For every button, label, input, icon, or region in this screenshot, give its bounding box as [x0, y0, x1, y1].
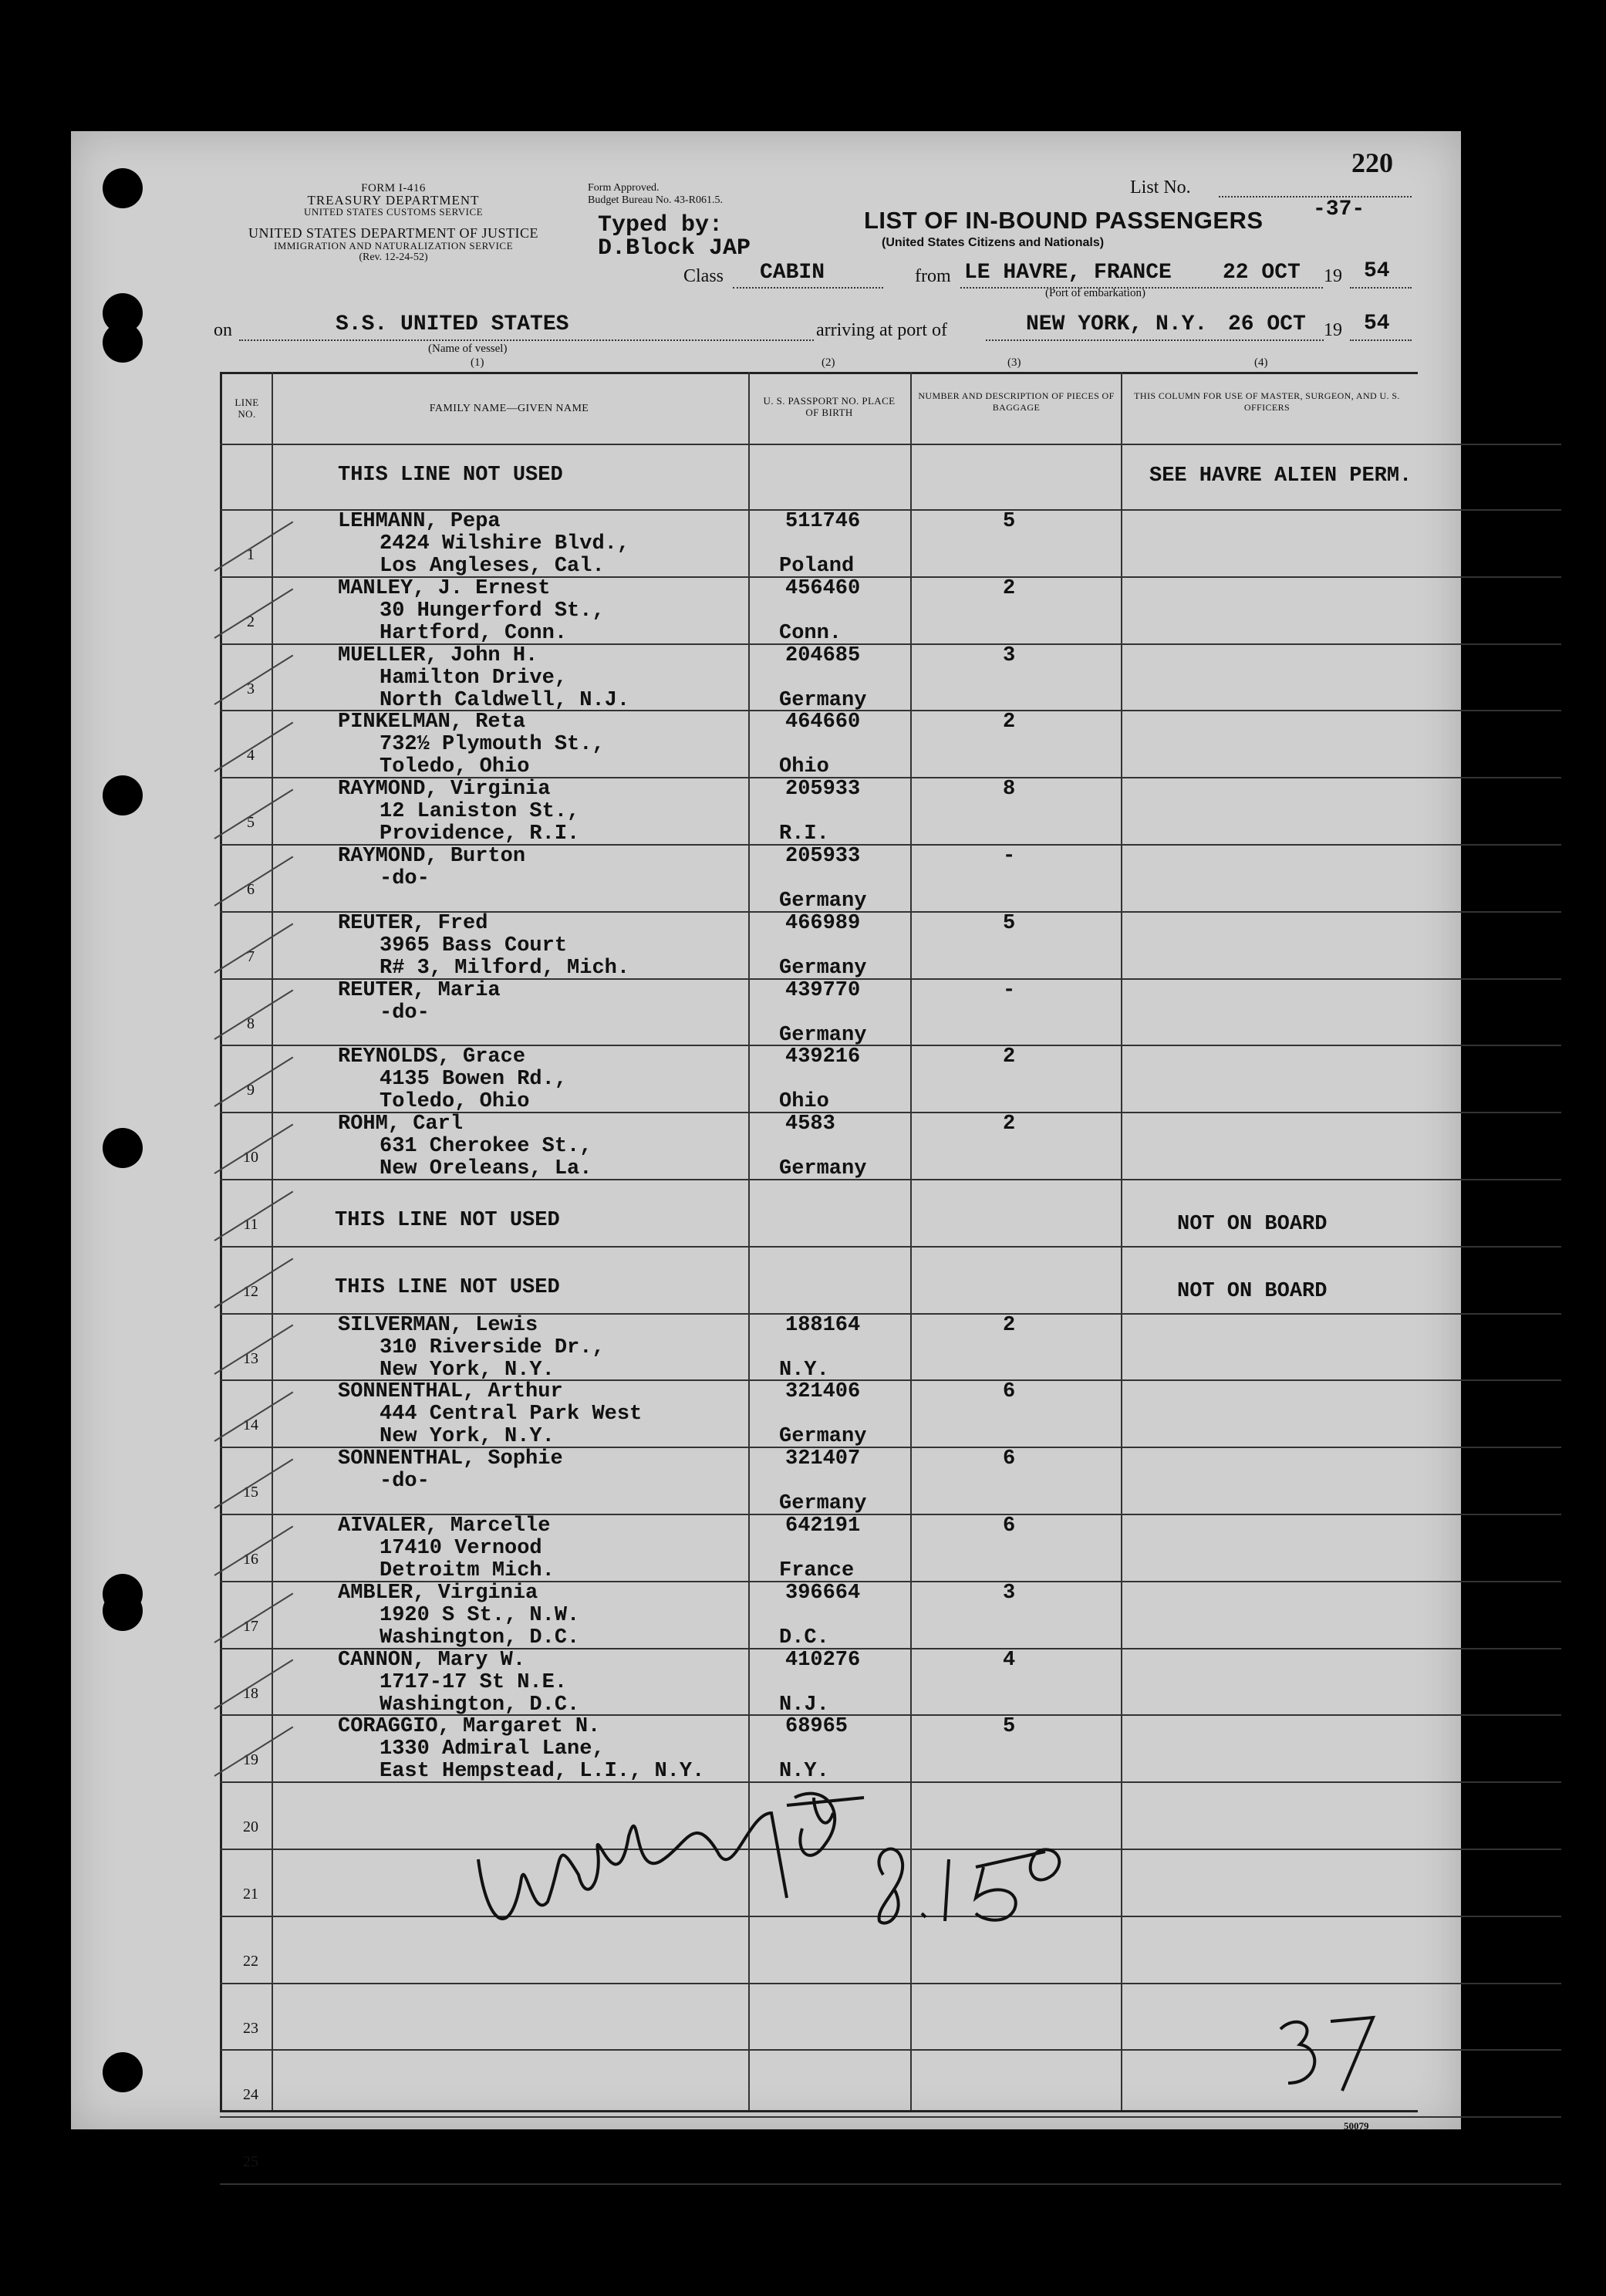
passenger-address: 310 Riverside Dr.,: [380, 1335, 605, 1359]
handwritten-note: [860, 1821, 1076, 1929]
budget-bureau: Budget Bureau No. 43-R061.5.: [588, 194, 723, 206]
place-of-birth: N.Y.: [779, 1760, 829, 1784]
col-passport: U. S. PASSPORT NO. PLACE OF BIRTH: [763, 395, 896, 418]
passenger-name: REYNOLDS, Grace: [338, 1045, 526, 1069]
passenger-address: Washington, D.C.: [380, 1626, 580, 1649]
vessel-name: S.S. UNITED STATES: [336, 312, 569, 336]
line-number: 25: [243, 2153, 258, 2171]
passenger-address: Providence, R.I.: [380, 822, 580, 846]
line-number: 11: [243, 1216, 258, 1233]
line-number: 6: [247, 881, 255, 898]
line-number: 9: [247, 1082, 255, 1099]
passenger-name: THIS LINE NOT USED: [335, 1275, 560, 1299]
passenger-address: 30 Hungerford St.,: [380, 599, 605, 623]
passport-number: 456460: [785, 576, 861, 600]
place-of-birth: Germany: [779, 1492, 867, 1516]
line-number: 3: [247, 680, 255, 697]
punch-hole: [103, 1591, 143, 1631]
punch-hole: [103, 1128, 143, 1168]
arrival-date: 26 OCT: [1228, 312, 1306, 336]
passenger-name: RAYMOND, Virginia: [338, 778, 551, 802]
line-number: 1: [247, 546, 255, 563]
place-of-birth: Germany: [779, 1157, 867, 1181]
passenger-address: Washington, D.C.: [380, 1693, 580, 1717]
from-label: from: [915, 266, 951, 286]
passenger-address: Hamilton Drive,: [380, 666, 568, 690]
line-number: 15: [243, 1484, 258, 1501]
col-line-no: LINE NO.: [234, 397, 259, 420]
passport-number: 68965: [785, 1715, 849, 1739]
passenger-address: 444 Central Park West: [380, 1403, 643, 1427]
passport-number: 205933: [785, 845, 861, 868]
passport-number: 642191: [785, 1514, 861, 1538]
passenger-address: 17410 Vernood: [380, 1537, 542, 1560]
baggage-count: 3: [1003, 643, 1016, 667]
passenger-name: CORAGGIO, Margaret N.: [338, 1715, 601, 1739]
line-number: 12: [243, 1282, 258, 1300]
pre-line-remark: SEE HAVRE ALIEN PERM.: [1149, 464, 1412, 488]
punch-hole: [103, 2052, 143, 2092]
line-number: 10: [243, 1149, 258, 1167]
class-label: Class: [683, 266, 724, 286]
handwritten-page-mark: [1265, 2006, 1381, 2098]
passport-number: 439216: [785, 1045, 861, 1069]
passport-number: 321406: [785, 1380, 861, 1404]
passenger-name: REUTER, Fred: [338, 911, 488, 935]
line-number: 16: [243, 1551, 258, 1568]
col-marker-1: (1): [471, 356, 484, 369]
passenger-name: RAYMOND, Burton: [338, 845, 526, 868]
line-number: 8: [247, 1015, 255, 1032]
passenger-address: Detroitm Mich.: [380, 1559, 555, 1582]
ins: IMMIGRATION AND NATURALIZATION SERVICE: [273, 240, 514, 252]
place-of-birth: Germany: [779, 688, 867, 712]
line-number: 5: [247, 814, 255, 832]
passport-number: 321407: [785, 1447, 861, 1471]
passenger-name: AIVALER, Marcelle: [338, 1514, 551, 1538]
passenger-address: 4135 Bowen Rd.,: [380, 1068, 568, 1092]
passenger-name: AMBLER, Virginia: [338, 1581, 538, 1605]
col-baggage: NUMBER AND DESCRIPTION OF PIECES OF BAGGAGE: [918, 390, 1115, 413]
punch-hole: [103, 168, 143, 208]
port-embark-caption: (Port of embarkation): [1045, 287, 1145, 299]
passenger-address: 732½ Plymouth St.,: [380, 733, 605, 757]
col-marker-2: (2): [822, 356, 835, 369]
place-of-birth: Poland: [779, 555, 855, 578]
baggage-count: 6: [1003, 1514, 1016, 1538]
passenger-address: 12 Laniston St.,: [380, 800, 580, 824]
revision: (Rev. 12-24-52): [359, 252, 428, 263]
passenger-name: MUELLER, John H.: [338, 643, 538, 667]
baggage-count: -: [1003, 978, 1016, 1002]
passenger-name: LEHMANN, Pepa: [338, 510, 501, 533]
baggage-count: 2: [1003, 711, 1016, 734]
row-divider: [220, 2183, 1561, 2185]
officer-remark: NOT ON BOARD: [1177, 1213, 1328, 1236]
place-of-birth: France: [779, 1559, 855, 1582]
place-of-birth: Germany: [779, 956, 867, 980]
col-marker-3: (3): [1007, 356, 1021, 369]
typed-by-name: D.Block JAP: [598, 235, 751, 262]
col-officers: THIS COLUMN FOR USE OF MASTER, SURGEON, AND U. S. OFFICERS: [1134, 390, 1400, 413]
passenger-address: 1330 Admiral Lane,: [380, 1737, 605, 1761]
place-of-birth: Germany: [779, 1425, 867, 1449]
baggage-count: 2: [1003, 1045, 1016, 1069]
passport-number: 188164: [785, 1313, 861, 1337]
passenger-address: 1920 S St., N.W.: [380, 1603, 580, 1627]
customs-service: UNITED STATES CUSTOMS SERVICE: [303, 206, 484, 218]
col-marker-4: (4): [1254, 356, 1268, 369]
baggage-count: 5: [1003, 911, 1016, 935]
line-number: 13: [243, 1349, 258, 1367]
pre-line-text: THIS LINE NOT USED: [338, 464, 563, 487]
passport-number: 439770: [785, 978, 861, 1002]
form-approved: Form Approved.: [588, 182, 660, 194]
line-number: 24: [243, 2086, 258, 2104]
passenger-address: North Caldwell, N.J.: [380, 688, 630, 712]
immigration-officer-signature: [463, 1767, 895, 1944]
passport-number: 410276: [785, 1648, 861, 1672]
row-divider: [220, 1246, 1561, 1248]
passenger-name: SONNENTHAL, Arthur: [338, 1380, 563, 1404]
page-title: LIST OF IN-BOUND PASSENGERS: [864, 207, 1264, 234]
year-prefix: 19: [1324, 266, 1342, 286]
officer-remark: NOT ON BOARD: [1177, 1279, 1328, 1303]
passenger-address: 2424 Wilshire Blvd.,: [380, 532, 630, 555]
place-of-birth: Ohio: [779, 1090, 829, 1114]
place-of-birth: N.J.: [779, 1693, 829, 1717]
page-number: 220: [1351, 147, 1393, 178]
passenger-name: SILVERMAN, Lewis: [338, 1313, 538, 1337]
row-divider: [220, 1179, 1561, 1180]
punch-hole: [103, 322, 143, 363]
line-number: 19: [243, 1751, 258, 1769]
baggage-count: 2: [1003, 576, 1016, 600]
department-of-justice: UNITED STATES DEPARTMENT OF JUSTICE: [248, 225, 538, 241]
treasury-department: TREASURY DEPARTMENT: [307, 193, 480, 208]
passenger-address: -do-: [380, 1470, 430, 1494]
passenger-address: New York, N.Y.: [380, 1425, 555, 1449]
port-of-embarkation: LE HAVRE, FRANCE: [964, 261, 1172, 285]
vessel-caption: (Name of vessel): [428, 343, 508, 355]
baggage-count: 2: [1003, 1113, 1016, 1136]
class-value: CABIN: [760, 261, 825, 285]
passenger-address: Hartford, Conn.: [380, 621, 568, 645]
baggage-count: 6: [1003, 1447, 1016, 1471]
arriving-label: arriving at port of: [816, 320, 947, 340]
line-number: 17: [243, 1617, 258, 1635]
footer-code: 50079: [1344, 2120, 1369, 2132]
line-number: 14: [243, 1416, 258, 1434]
row-divider: [220, 1983, 1561, 1984]
passenger-address: 1717-17 St N.E.: [380, 1670, 568, 1694]
passenger-address: New Oreleans, La.: [380, 1157, 592, 1181]
baggage-count: 3: [1003, 1581, 1016, 1605]
baggage-count: 5: [1003, 1715, 1016, 1739]
place-of-birth: Ohio: [779, 755, 829, 779]
passport-number: 205933: [785, 778, 861, 802]
typed-by-label: Typed by:: [598, 212, 724, 238]
passenger-address: R# 3, Milford, Mich.: [380, 956, 630, 980]
baggage-count: 8: [1003, 778, 1016, 802]
line-number: 20: [243, 1818, 258, 1836]
place-of-birth: Conn.: [779, 621, 842, 645]
departure-date: 22 OCT: [1223, 261, 1301, 285]
passport-number: 511746: [785, 510, 861, 533]
passenger-name: SONNENTHAL, Sophie: [338, 1447, 563, 1471]
passenger-address: Los Angleses, Cal.: [380, 555, 605, 578]
col-name: FAMILY NAME—GIVEN NAME: [429, 403, 589, 414]
line-number: 7: [247, 947, 255, 965]
place-of-birth: Germany: [779, 1023, 867, 1047]
baggage-count: 5: [1003, 510, 1016, 533]
on-label: on: [214, 320, 232, 340]
place-of-birth: N.Y.: [779, 1358, 829, 1382]
punch-hole: [103, 775, 143, 815]
place-of-birth: Germany: [779, 890, 867, 913]
place-of-birth: D.C.: [779, 1626, 829, 1649]
passenger-name: PINKELMAN, Reta: [338, 711, 526, 734]
passport-number: 466989: [785, 911, 861, 935]
place-of-birth: R.I.: [779, 822, 829, 846]
list-no-label: List No.: [1130, 177, 1191, 198]
passenger-address: Toledo, Ohio: [380, 1090, 530, 1114]
line-number: 18: [243, 1684, 258, 1702]
passenger-address: 3965 Bass Court: [380, 934, 568, 957]
line-number: 21: [243, 1886, 258, 1903]
arrival-year-prefix: 19: [1324, 320, 1342, 340]
passenger-name: MANLEY, J. Ernest: [338, 576, 551, 600]
passenger-address: East Hempstead, L.I., N.Y.: [380, 1760, 705, 1784]
page-subtitle: (United States Citizens and Nationals): [882, 236, 1105, 249]
departure-year: 54: [1364, 259, 1390, 283]
line-number: 23: [243, 2019, 258, 2037]
passenger-address: New York, N.Y.: [380, 1358, 555, 1382]
baggage-count: -: [1003, 845, 1016, 868]
passenger-address: -do-: [380, 1001, 430, 1025]
row-divider: [220, 2116, 1561, 2118]
line-number: 22: [243, 1952, 258, 1970]
baggage-count: 2: [1003, 1313, 1016, 1337]
passenger-address: 631 Cherokee St.,: [380, 1135, 592, 1159]
passenger-name: ROHM, Carl: [338, 1113, 464, 1136]
passport-number: 204685: [785, 643, 861, 667]
passport-number: 4583: [785, 1113, 835, 1136]
passport-number: 464660: [785, 711, 861, 734]
arrival-port: NEW YORK, N.Y.: [1026, 312, 1208, 336]
passenger-name: REUTER, Maria: [338, 978, 501, 1002]
baggage-count: 4: [1003, 1648, 1016, 1672]
line-number: 4: [247, 747, 255, 765]
passport-number: 396664: [785, 1581, 861, 1605]
passenger-address: Toledo, Ohio: [380, 755, 530, 779]
passenger-name: THIS LINE NOT USED: [335, 1209, 560, 1232]
arrival-year: 54: [1364, 312, 1390, 336]
line-number: 2: [247, 613, 255, 630]
list-no-value: -37-: [1313, 198, 1365, 221]
passenger-name: CANNON, Mary W.: [338, 1648, 526, 1672]
passenger-address: -do-: [380, 867, 430, 890]
form-number: FORM I-416: [361, 182, 426, 194]
baggage-count: 6: [1003, 1380, 1016, 1404]
